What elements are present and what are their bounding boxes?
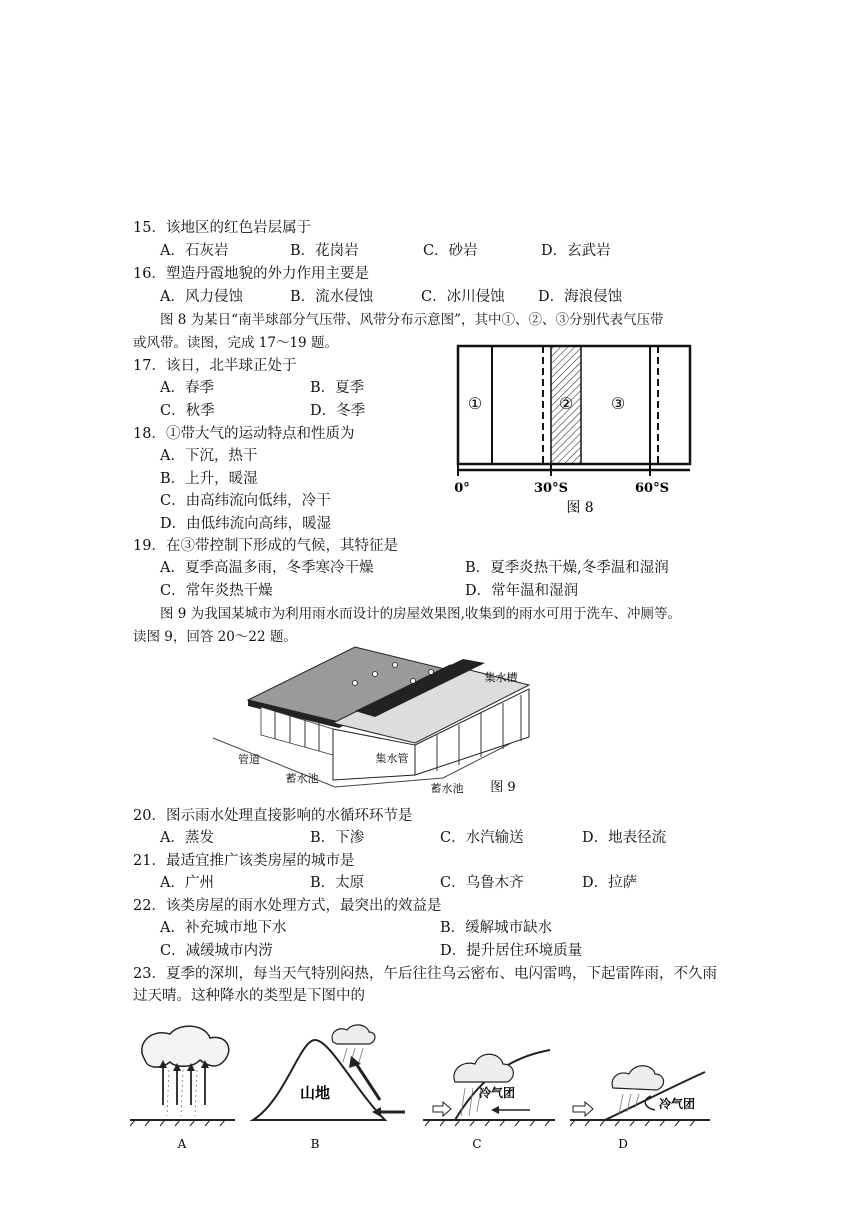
- zone-2-label: ②: [558, 394, 574, 413]
- label-d: D: [618, 1137, 628, 1151]
- q23-stem-line1: 23．夏季的深圳，每当天气特别闷热，午后往往乌云密布、电闪雷鸣，下起雷阵雨，不久雨: [133, 966, 717, 982]
- q18-option-b: B．上升，暖湿: [160, 471, 258, 487]
- label-mountain: 山地: [299, 1084, 331, 1102]
- tick-60s: 60°S: [635, 481, 669, 496]
- label-cold-air-d: 冷气团: [658, 1097, 696, 1111]
- fig9-caption: 图 9: [490, 780, 516, 795]
- label-cold-air-c: 冷气团: [478, 1086, 516, 1100]
- q20-option-b: B．下渗: [310, 830, 365, 846]
- q16-option-b: B．流水侵蚀: [290, 289, 374, 305]
- rainfall-types-figure: [125, 1020, 715, 1155]
- rain-type-c-cold-front: [423, 1050, 555, 1151]
- q21-stem: 21．最适宜推广该类房屋的城市是: [133, 853, 355, 869]
- rain-type-b-orographic: [253, 1025, 405, 1151]
- q15-option-d: D．玄武岩: [541, 243, 611, 259]
- tick-30s: 30°S: [534, 481, 568, 496]
- intro-fig9-line1: 图 9 为我国某城市为利用雨水而设计的房屋效果图,收集到的雨水可用于洗车、冲厕等。: [160, 606, 681, 622]
- label-gutter: 集水槽: [484, 671, 518, 684]
- q21-option-d: D．拉萨: [582, 875, 638, 891]
- q20-option-c: C．水汽输送: [440, 830, 524, 846]
- q18-stem: 18．①带大气的运动特点和性质为: [133, 426, 355, 442]
- figure-9-rain-house: [205, 645, 545, 795]
- q19-option-d: D．常年温和湿润: [465, 583, 579, 599]
- label-a: A: [177, 1137, 187, 1151]
- q20-stem: 20．图示雨水处理直接影响的水循环环节是: [133, 808, 413, 824]
- rain-type-d-warm-front: [570, 1066, 710, 1151]
- q16-option-d: D．海浪侵蚀: [538, 289, 623, 305]
- intro-fig8-line2: 或风带。读图，完成 17～19 题。: [133, 335, 338, 351]
- q16-option-c: C．冰川侵蚀: [421, 289, 505, 305]
- q15-option-a: A．石灰岩: [160, 243, 229, 259]
- q15-option-c: C．砂岩: [423, 243, 478, 259]
- q21-option-c: C．乌鲁木齐: [440, 875, 524, 891]
- label-b: B: [310, 1137, 320, 1151]
- q20-option-a: A．蒸发: [160, 830, 214, 846]
- label-collecting-pipe: 集水管: [375, 752, 409, 765]
- q20-option-d: D．地表径流: [582, 830, 667, 846]
- q22-stem: 22．该类房屋的雨水处理方式，最突出的效益是: [133, 898, 442, 914]
- tick-0: 0°: [454, 481, 470, 496]
- q17-stem: 17．该日，北半球正处于: [133, 358, 297, 374]
- intro-fig9-line2: 读图 9，回答 20～22 题。: [133, 629, 297, 645]
- q18-option-a: A．下沉，热干: [160, 448, 258, 464]
- fig8-caption: 图 8: [566, 500, 594, 516]
- q19-option-a: A．夏季高温多雨，冬季寒冷干燥: [160, 560, 374, 576]
- label-tank-1: 蓄水池: [285, 772, 319, 785]
- q19-stem: 19．在③带控制下形成的气候，其特征是: [133, 538, 398, 554]
- label-c: C: [472, 1137, 482, 1151]
- q17-option-b: B．夏季: [310, 380, 365, 396]
- q17-option-a: A．春季: [160, 380, 214, 396]
- q17-option-d: D．冬季: [310, 403, 366, 419]
- zone-3-label: ③: [610, 394, 626, 413]
- zone-1-label: ①: [467, 394, 483, 413]
- label-conduit: 管道: [238, 753, 260, 766]
- q15-option-b: B．花岗岩: [290, 243, 359, 259]
- q16-stem: 16．塑造丹霞地貌的外力作用主要是: [133, 266, 369, 282]
- q19-option-b: B．夏季炎热干燥,冬季温和湿润: [465, 560, 669, 576]
- q17-option-c: C．秋季: [160, 403, 215, 419]
- q22-option-c: C．减缓城市内涝: [160, 943, 273, 959]
- q22-option-b: B．缓解城市缺水: [440, 920, 553, 936]
- rain-type-a-convectional: [130, 1026, 235, 1151]
- q16-option-a: A．风力侵蚀: [160, 289, 243, 305]
- label-tank-2: 蓄水池: [430, 782, 464, 795]
- q22-option-d: D．提升居住环境质量: [440, 943, 583, 959]
- q23-stem-line2: 过天晴。这种降水的类型是下图中的: [133, 988, 365, 1004]
- q21-option-a: A．广州: [160, 875, 214, 891]
- figure-8-pressure-belts: [440, 340, 700, 520]
- q18-option-d: D．由低纬流向高纬，暖湿: [160, 516, 332, 532]
- q21-option-b: B．太原: [310, 875, 365, 891]
- q22-option-a: A．补充城市地下水: [160, 920, 287, 936]
- q19-option-c: C．常年炎热干燥: [160, 583, 273, 599]
- q15-stem: 15．该地区的红色岩层属于: [133, 220, 311, 236]
- q18-option-c: C．由高纬流向低纬，冷干: [160, 493, 331, 509]
- intro-fig8-line1: 图 8 为某日“南半球部分气压带、风带分布示意图”，其中①、②、③分别代表气压带: [160, 312, 664, 328]
